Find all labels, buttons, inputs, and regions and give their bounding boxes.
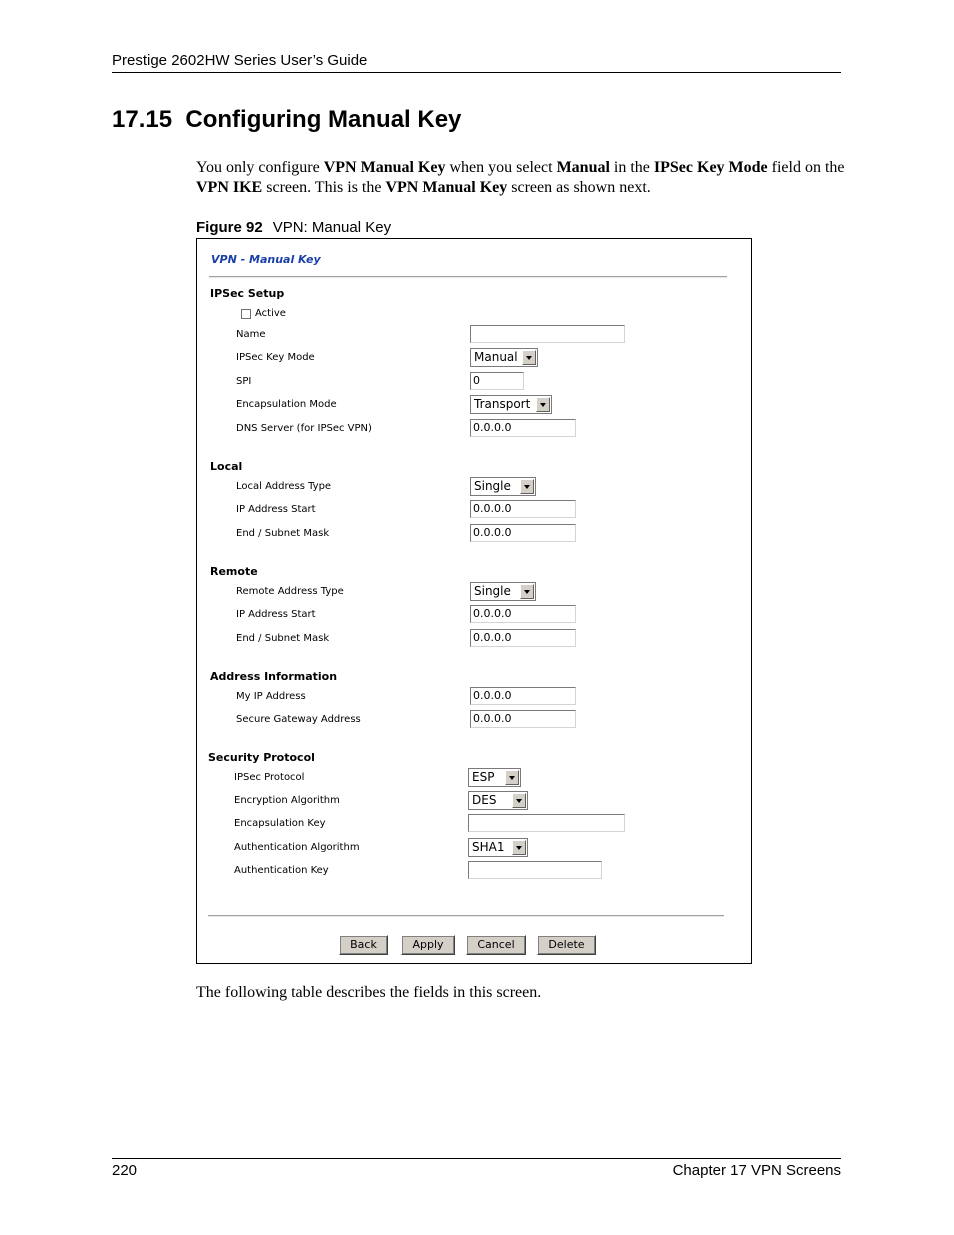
chevron-down-icon [536,397,550,412]
page-number: 220 [112,1162,138,1179]
name-label: Name [236,329,266,340]
security-protocol-heading: Security Protocol [208,751,315,764]
ipsec-protocol-label: IPSec Protocol [234,772,305,783]
ipsec-protocol-select[interactable]: ESP [468,768,521,787]
running-header: Prestige 2602HW Series User’s Guide [112,52,368,69]
chevron-down-icon [512,840,526,855]
remote-heading: Remote [210,565,258,578]
remote-address-type-label: Remote Address Type [236,586,344,597]
address-info-heading: Address Information [210,670,338,683]
gateway-input[interactable]: 0.0.0.0 [470,710,576,728]
section-title: Configuring Manual Key [185,106,462,133]
name-input[interactable] [470,325,625,343]
encapsulation-key-label: Encapsulation Key [234,818,326,829]
my-ip-label: My IP Address [236,691,306,702]
figure-caption [196,219,391,236]
cancel-button[interactable]: Cancel [466,935,526,955]
chevron-down-icon [522,350,536,365]
local-end-mask-label: End / Subnet Mask [236,528,330,539]
key-mode-label: IPSec Key Mode [236,352,315,363]
encryption-algorithm-select[interactable]: DES [468,791,528,810]
figure-title: VPN: Manual Key [272,219,392,236]
figure-label: Figure 92 [196,219,263,236]
local-ip-start-input[interactable]: 0.0.0.0 [470,500,576,518]
authentication-algorithm-label: Authentication Algorithm [234,842,360,853]
remote-ip-start-label: IP Address Start [236,609,316,620]
chevron-down-icon [512,793,526,808]
encapsulation-key-input[interactable] [468,814,625,832]
following-table-text: The following table describes the fields in this screen. [196,984,542,1001]
encap-mode-label: Encapsulation Mode [236,399,337,410]
chevron-down-icon [505,770,519,785]
chevron-down-icon [520,584,534,599]
local-address-type-select[interactable]: Single [470,477,536,496]
delete-button[interactable]: Delete [537,935,596,955]
remote-end-mask-label: End / Subnet Mask [236,633,330,644]
remote-address-type-select[interactable]: Single [470,582,536,601]
title-divider [209,276,727,278]
my-ip-input[interactable]: 0.0.0.0 [470,687,576,705]
gateway-label: Secure Gateway Address [236,714,361,725]
dns-label: DNS Server (for IPSec VPN) [236,423,372,434]
dns-input[interactable]: 0.0.0.0 [470,419,576,437]
key-mode-select[interactable]: Manual [470,348,538,367]
authentication-key-input[interactable] [468,861,602,879]
ipsec-setup-heading: IPSec Setup [210,287,285,300]
active-checkbox[interactable] [241,309,251,319]
spi-label: SPI [236,376,252,387]
authentication-key-label: Authentication Key [234,865,329,876]
footer-rule [112,1158,841,1159]
remote-end-mask-input[interactable]: 0.0.0.0 [470,629,576,647]
local-address-type-label: Local Address Type [236,481,332,492]
encap-mode-select[interactable]: Transport [470,395,552,414]
local-end-mask-input[interactable]: 0.0.0.0 [470,524,576,542]
local-ip-start-label: IP Address Start [236,504,316,515]
screenshot-frame [196,238,752,964]
local-heading: Local [210,460,243,473]
intro-paragraph: You only configure VPN Manual Key when you select Manual in the IPSec Key Mode field on the VPN IKE screen. This is the VPN Manual Key screen as shown next. [196,159,845,196]
chevron-down-icon [520,479,534,494]
header-rule [112,72,841,73]
screen-title: VPN - Manual Key [211,253,321,266]
buttons-divider [208,915,724,917]
encryption-algorithm-label: Encryption Algorithm [234,795,340,806]
active-label: Active [255,308,286,319]
chapter-footer: Chapter 17 VPN Screens [672,1162,841,1179]
remote-ip-start-input[interactable]: 0.0.0.0 [470,605,576,623]
apply-button[interactable]: Apply [401,935,455,955]
spi-input[interactable]: 0 [470,372,524,390]
authentication-algorithm-select[interactable]: SHA1 [468,838,528,857]
back-button[interactable]: Back [339,935,388,955]
section-heading [112,106,461,134]
section-number: 17.15 [112,106,173,133]
